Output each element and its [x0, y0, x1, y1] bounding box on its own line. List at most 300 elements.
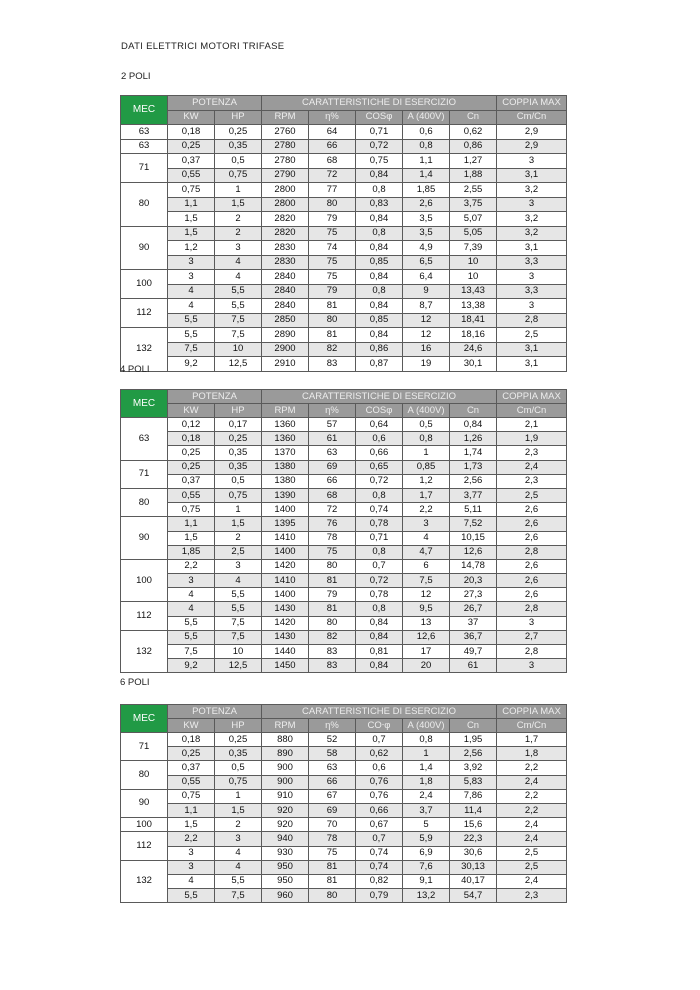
data-cell: 75 — [309, 270, 356, 285]
header-row-columns — [121, 719, 567, 733]
table-row — [121, 789, 567, 803]
data-cell: 4 — [168, 874, 215, 888]
cm-cn-header: Cm/Cn — [497, 719, 567, 733]
table-row — [121, 832, 567, 846]
data-cell: 3,1 — [497, 168, 567, 183]
table-row — [121, 889, 567, 903]
table-6-poli — [120, 704, 567, 903]
data-cell: 880 — [262, 733, 309, 747]
data-cell: 18,16 — [450, 328, 497, 343]
data-cell: 1410 — [262, 574, 309, 588]
data-cell: 0,37 — [168, 474, 215, 488]
data-cell: 12 — [403, 313, 450, 328]
data-cell: 13,38 — [450, 299, 497, 314]
data-cell: 5,5 — [215, 299, 262, 314]
data-cell: 2,3 — [497, 446, 567, 460]
data-cell: 2,6 — [497, 517, 567, 531]
efficiency-header: η% — [309, 719, 356, 733]
data-cell: 1,5 — [215, 803, 262, 817]
data-cell: 0,84 — [356, 212, 403, 227]
table-row — [121, 432, 567, 446]
data-cell: 7,5 — [168, 645, 215, 659]
data-cell: 13,2 — [403, 889, 450, 903]
table-row — [121, 212, 567, 227]
data-cell: 1,4 — [403, 168, 450, 183]
data-cell: 79 — [309, 588, 356, 602]
table-row — [121, 418, 567, 432]
data-cell: 0,25 — [215, 125, 262, 140]
data-cell: 930 — [262, 846, 309, 860]
data-cell: 68 — [309, 488, 356, 502]
data-cell: 3 — [497, 616, 567, 630]
data-cell: 2,4 — [497, 818, 567, 832]
data-cell: 0,72 — [356, 474, 403, 488]
data-cell: 0,5 — [403, 418, 450, 432]
data-cell: 63 — [309, 446, 356, 460]
data-cell: 2,6 — [497, 531, 567, 545]
table-row — [121, 517, 567, 531]
rpm-header: RPM — [262, 110, 309, 125]
data-cell: 2,5 — [497, 328, 567, 343]
data-cell: 1,5 — [215, 197, 262, 212]
table-row — [121, 474, 567, 488]
data-cell: 0,25 — [168, 139, 215, 154]
data-cell: 5,5 — [168, 630, 215, 644]
caratteristiche-header: CARATTERISTICHE DI ESERCIZIO — [262, 390, 497, 404]
data-cell: 2900 — [262, 342, 309, 357]
cn-header: Cn — [450, 110, 497, 125]
data-cell: 3,1 — [497, 241, 567, 256]
current-header: A (400V) — [403, 110, 450, 125]
data-cell: 1,74 — [450, 446, 497, 460]
data-cell: 13,43 — [450, 284, 497, 299]
data-cell: 0,85 — [356, 313, 403, 328]
mec-size-cell: 100 — [121, 270, 168, 299]
mec-header: MEC — [121, 96, 168, 125]
data-cell: 2 — [215, 818, 262, 832]
data-cell: 1,73 — [450, 460, 497, 474]
mec-size-cell: 90 — [121, 789, 168, 817]
mec-size-cell: 132 — [121, 630, 168, 673]
data-cell: 6,9 — [403, 846, 450, 860]
data-cell: 18,41 — [450, 313, 497, 328]
data-cell: 1,7 — [497, 733, 567, 747]
data-cell: 0,84 — [356, 270, 403, 285]
data-cell: 7,5 — [403, 574, 450, 588]
data-cell: 0,79 — [356, 889, 403, 903]
data-cell: 4 — [168, 588, 215, 602]
table-row — [121, 818, 567, 832]
mec-size-cell: 112 — [121, 602, 168, 630]
table-row — [121, 846, 567, 860]
table-row — [121, 616, 567, 630]
data-cell: 0,74 — [356, 503, 403, 517]
data-cell: 0,75 — [168, 789, 215, 803]
data-cell: 10,15 — [450, 531, 497, 545]
cn-header: Cn — [450, 719, 497, 733]
data-cell: 12 — [403, 328, 450, 343]
data-cell: 3 — [497, 154, 567, 169]
data-cell: 1,85 — [403, 183, 450, 198]
table-row — [121, 299, 567, 314]
data-cell: 58 — [309, 747, 356, 761]
data-cell: 2,6 — [497, 588, 567, 602]
data-cell: 0,75 — [215, 168, 262, 183]
data-cell: 30,1 — [450, 357, 497, 372]
rpm-header: RPM — [262, 719, 309, 733]
data-cell: 0,25 — [168, 460, 215, 474]
data-cell: 0,83 — [356, 197, 403, 212]
data-cell: 26,7 — [450, 602, 497, 616]
data-cell: 0,84 — [356, 616, 403, 630]
cos-phi-header: COSφ — [356, 110, 403, 125]
table-row — [121, 588, 567, 602]
data-cell: 3 — [215, 241, 262, 256]
data-cell: 40,17 — [450, 874, 497, 888]
data-cell: 2,6 — [497, 559, 567, 573]
data-cell: 76 — [309, 517, 356, 531]
data-cell: 78 — [309, 832, 356, 846]
data-cell: 2,3 — [497, 889, 567, 903]
data-cell: 0,25 — [215, 432, 262, 446]
data-cell: 0,5 — [215, 474, 262, 488]
data-cell: 0,18 — [168, 432, 215, 446]
data-cell: 74 — [309, 241, 356, 256]
table-2-poli — [120, 95, 567, 372]
data-cell: 2,2 — [497, 803, 567, 817]
data-cell: 0,8 — [356, 183, 403, 198]
data-cell: 12 — [403, 588, 450, 602]
data-cell: 2,1 — [497, 418, 567, 432]
data-cell: 1430 — [262, 602, 309, 616]
data-cell: 80 — [309, 616, 356, 630]
data-cell: 30,13 — [450, 860, 497, 874]
data-cell: 10 — [215, 645, 262, 659]
data-cell: 0,62 — [356, 747, 403, 761]
data-cell: 0,5 — [215, 761, 262, 775]
data-cell: 2780 — [262, 154, 309, 169]
data-cell: 79 — [309, 212, 356, 227]
data-cell: 2,4 — [403, 789, 450, 803]
data-cell: 4 — [403, 531, 450, 545]
cn-header: Cn — [450, 404, 497, 418]
data-cell: 3,1 — [497, 357, 567, 372]
data-cell: 81 — [309, 574, 356, 588]
section-label-4-poli: 4 POLI — [120, 364, 150, 375]
table-row — [121, 226, 567, 241]
data-cell: 0,66 — [356, 446, 403, 460]
potenza-header: POTENZA — [168, 96, 262, 111]
data-cell: 5 — [403, 818, 450, 832]
data-cell: 30,6 — [450, 846, 497, 860]
cm-cn-header: Cm/Cn — [497, 404, 567, 418]
data-cell: 19 — [403, 357, 450, 372]
rpm-header: RPM — [262, 404, 309, 418]
data-cell: 2,8 — [497, 602, 567, 616]
data-cell: 9,1 — [403, 874, 450, 888]
kw-header: KW — [168, 110, 215, 125]
table-row — [121, 645, 567, 659]
data-cell: 0,84 — [356, 630, 403, 644]
data-cell: 1400 — [262, 588, 309, 602]
table-row — [121, 460, 567, 474]
table-row — [121, 733, 567, 747]
data-cell: 4,9 — [403, 241, 450, 256]
data-cell: 3 — [168, 270, 215, 285]
data-cell: 0,67 — [356, 818, 403, 832]
efficiency-header: η% — [309, 404, 356, 418]
data-cell: 4 — [168, 284, 215, 299]
data-cell: 7,5 — [215, 889, 262, 903]
data-cell: 3 — [215, 559, 262, 573]
data-cell: 2,8 — [497, 313, 567, 328]
data-cell: 9,5 — [403, 602, 450, 616]
data-cell: 2820 — [262, 226, 309, 241]
mec-size-cell: 71 — [121, 733, 168, 761]
data-cell: 0,17 — [215, 418, 262, 432]
kw-header: KW — [168, 719, 215, 733]
table-row — [121, 197, 567, 212]
data-cell: 78 — [309, 531, 356, 545]
table-row — [121, 602, 567, 616]
current-header: A (400V) — [403, 404, 450, 418]
data-cell: 5,5 — [168, 616, 215, 630]
data-cell: 1395 — [262, 517, 309, 531]
data-cell: 3 — [168, 860, 215, 874]
data-cell: 0,7 — [356, 733, 403, 747]
data-cell: 0,75 — [356, 154, 403, 169]
data-cell: 0,75 — [168, 503, 215, 517]
data-cell: 75 — [309, 846, 356, 860]
data-cell: 36,7 — [450, 630, 497, 644]
data-cell: 1,27 — [450, 154, 497, 169]
data-cell: 0,81 — [356, 645, 403, 659]
table-row — [121, 775, 567, 789]
data-cell: 0,78 — [356, 588, 403, 602]
data-cell: 2,9 — [497, 139, 567, 154]
data-cell: 1,9 — [497, 432, 567, 446]
cos-phi-header: CO⸱φ — [356, 719, 403, 733]
data-cell: 0,76 — [356, 789, 403, 803]
data-cell: 1 — [215, 183, 262, 198]
data-cell: 2820 — [262, 212, 309, 227]
data-cell: 80 — [309, 889, 356, 903]
data-cell: 0,64 — [356, 418, 403, 432]
data-cell: 1450 — [262, 659, 309, 673]
hp-header: HP — [215, 719, 262, 733]
data-cell: 37 — [450, 616, 497, 630]
data-cell: 7,5 — [168, 342, 215, 357]
data-cell: 7,5 — [215, 630, 262, 644]
data-cell: 2,8 — [497, 545, 567, 559]
table-row — [121, 183, 567, 198]
data-cell: 900 — [262, 775, 309, 789]
data-cell: 0,66 — [356, 803, 403, 817]
data-cell: 1360 — [262, 432, 309, 446]
data-cell: 9 — [403, 284, 450, 299]
data-cell: 0,35 — [215, 460, 262, 474]
table-row — [121, 659, 567, 673]
table-row — [121, 559, 567, 573]
data-cell: 2830 — [262, 241, 309, 256]
data-cell: 3,5 — [403, 226, 450, 241]
data-cell: 6 — [403, 559, 450, 573]
data-cell: 0,84 — [356, 299, 403, 314]
data-cell: 61 — [309, 432, 356, 446]
data-cell: 12,6 — [403, 630, 450, 644]
data-cell: 2,2 — [168, 559, 215, 573]
mec-size-cell: 80 — [121, 488, 168, 516]
data-cell: 4 — [215, 255, 262, 270]
data-cell: 1390 — [262, 488, 309, 502]
table-4-poli — [120, 389, 567, 673]
data-cell: 3 — [403, 517, 450, 531]
data-cell: 3 — [497, 299, 567, 314]
data-cell: 82 — [309, 342, 356, 357]
table-row — [121, 270, 567, 285]
data-cell: 7,5 — [215, 328, 262, 343]
table-row — [121, 255, 567, 270]
data-cell: 0,65 — [356, 460, 403, 474]
data-cell: 3 — [497, 270, 567, 285]
header-row-columns — [121, 404, 567, 418]
data-cell: 5,11 — [450, 503, 497, 517]
data-cell: 67 — [309, 789, 356, 803]
data-cell: 7,86 — [450, 789, 497, 803]
data-cell: 81 — [309, 860, 356, 874]
data-cell: 3,75 — [450, 197, 497, 212]
data-cell: 0,6 — [356, 761, 403, 775]
data-cell: 82 — [309, 630, 356, 644]
data-cell: 77 — [309, 183, 356, 198]
data-cell: 1,7 — [403, 488, 450, 502]
data-cell: 10 — [215, 342, 262, 357]
data-cell: 2790 — [262, 168, 309, 183]
data-cell: 0,55 — [168, 488, 215, 502]
data-cell: 0,8 — [403, 733, 450, 747]
data-cell: 0,71 — [356, 125, 403, 140]
mec-size-cell: 63 — [121, 139, 168, 154]
mec-size-cell: 132 — [121, 328, 168, 372]
data-cell: 66 — [309, 139, 356, 154]
data-cell: 72 — [309, 503, 356, 517]
data-cell: 1380 — [262, 460, 309, 474]
data-cell: 0,62 — [450, 125, 497, 140]
data-cell: 2840 — [262, 270, 309, 285]
data-cell: 14,78 — [450, 559, 497, 573]
data-cell: 1,1 — [168, 803, 215, 817]
data-cell: 5,5 — [215, 602, 262, 616]
data-cell: 70 — [309, 818, 356, 832]
data-cell: 1 — [403, 446, 450, 460]
data-cell: 2830 — [262, 255, 309, 270]
mec-size-cell: 100 — [121, 818, 168, 832]
data-cell: 1,88 — [450, 168, 497, 183]
data-cell: 0,8 — [403, 139, 450, 154]
data-cell: 1,8 — [497, 747, 567, 761]
data-cell: 920 — [262, 818, 309, 832]
mec-size-cell: 71 — [121, 154, 168, 183]
data-cell: 0,55 — [168, 775, 215, 789]
table-row — [121, 284, 567, 299]
table-row — [121, 761, 567, 775]
mec-header: MEC — [121, 705, 168, 733]
data-cell: 1,5 — [215, 517, 262, 531]
data-cell: 13 — [403, 616, 450, 630]
data-cell: 6,5 — [403, 255, 450, 270]
data-cell: 2,3 — [497, 474, 567, 488]
data-cell: 3 — [497, 197, 567, 212]
data-cell: 57 — [309, 418, 356, 432]
data-cell: 52 — [309, 733, 356, 747]
data-cell: 2800 — [262, 183, 309, 198]
data-cell: 83 — [309, 357, 356, 372]
data-cell: 2840 — [262, 299, 309, 314]
data-cell: 49,7 — [450, 645, 497, 659]
data-cell: 0,84 — [356, 241, 403, 256]
data-cell: 54,7 — [450, 889, 497, 903]
data-cell: 1,85 — [168, 545, 215, 559]
data-cell: 0,78 — [356, 517, 403, 531]
data-cell: 2,2 — [497, 761, 567, 775]
data-cell: 2,6 — [403, 197, 450, 212]
data-cell: 80 — [309, 197, 356, 212]
data-cell: 80 — [309, 559, 356, 573]
data-cell: 15,6 — [450, 818, 497, 832]
data-cell: 2,56 — [450, 474, 497, 488]
table-row — [121, 503, 567, 517]
data-cell: 5,5 — [168, 328, 215, 343]
data-cell: 2,6 — [497, 574, 567, 588]
data-cell: 3,3 — [497, 255, 567, 270]
data-cell: 0,25 — [168, 446, 215, 460]
data-cell: 1380 — [262, 474, 309, 488]
data-cell: 69 — [309, 803, 356, 817]
header-row-columns — [121, 110, 567, 125]
data-cell: 2910 — [262, 357, 309, 372]
data-cell: 0,75 — [215, 775, 262, 789]
data-cell: 0,7 — [356, 832, 403, 846]
data-cell: 950 — [262, 874, 309, 888]
data-cell: 20 — [403, 659, 450, 673]
data-cell: 27,3 — [450, 588, 497, 602]
data-cell: 3,5 — [403, 212, 450, 227]
data-cell: 0,71 — [356, 531, 403, 545]
mec-header: MEC — [121, 390, 168, 418]
data-cell: 68 — [309, 154, 356, 169]
mec-size-cell: 63 — [121, 125, 168, 140]
data-cell: 3 — [168, 574, 215, 588]
data-cell: 24,6 — [450, 342, 497, 357]
data-cell: 0,74 — [356, 846, 403, 860]
data-cell: 0,87 — [356, 357, 403, 372]
data-cell: 75 — [309, 545, 356, 559]
data-cell: 2 — [215, 212, 262, 227]
data-cell: 2840 — [262, 284, 309, 299]
data-cell: 1,4 — [403, 761, 450, 775]
data-cell: 0,6 — [403, 125, 450, 140]
mec-size-cell: 112 — [121, 832, 168, 860]
data-cell: 10 — [450, 270, 497, 285]
data-cell: 0,8 — [356, 284, 403, 299]
data-cell: 2,9 — [497, 125, 567, 140]
data-cell: 1440 — [262, 645, 309, 659]
data-cell: 69 — [309, 460, 356, 474]
data-cell: 0,75 — [215, 488, 262, 502]
data-cell: 1,2 — [403, 474, 450, 488]
data-cell: 2,2 — [497, 789, 567, 803]
mec-size-cell: 132 — [121, 860, 168, 903]
